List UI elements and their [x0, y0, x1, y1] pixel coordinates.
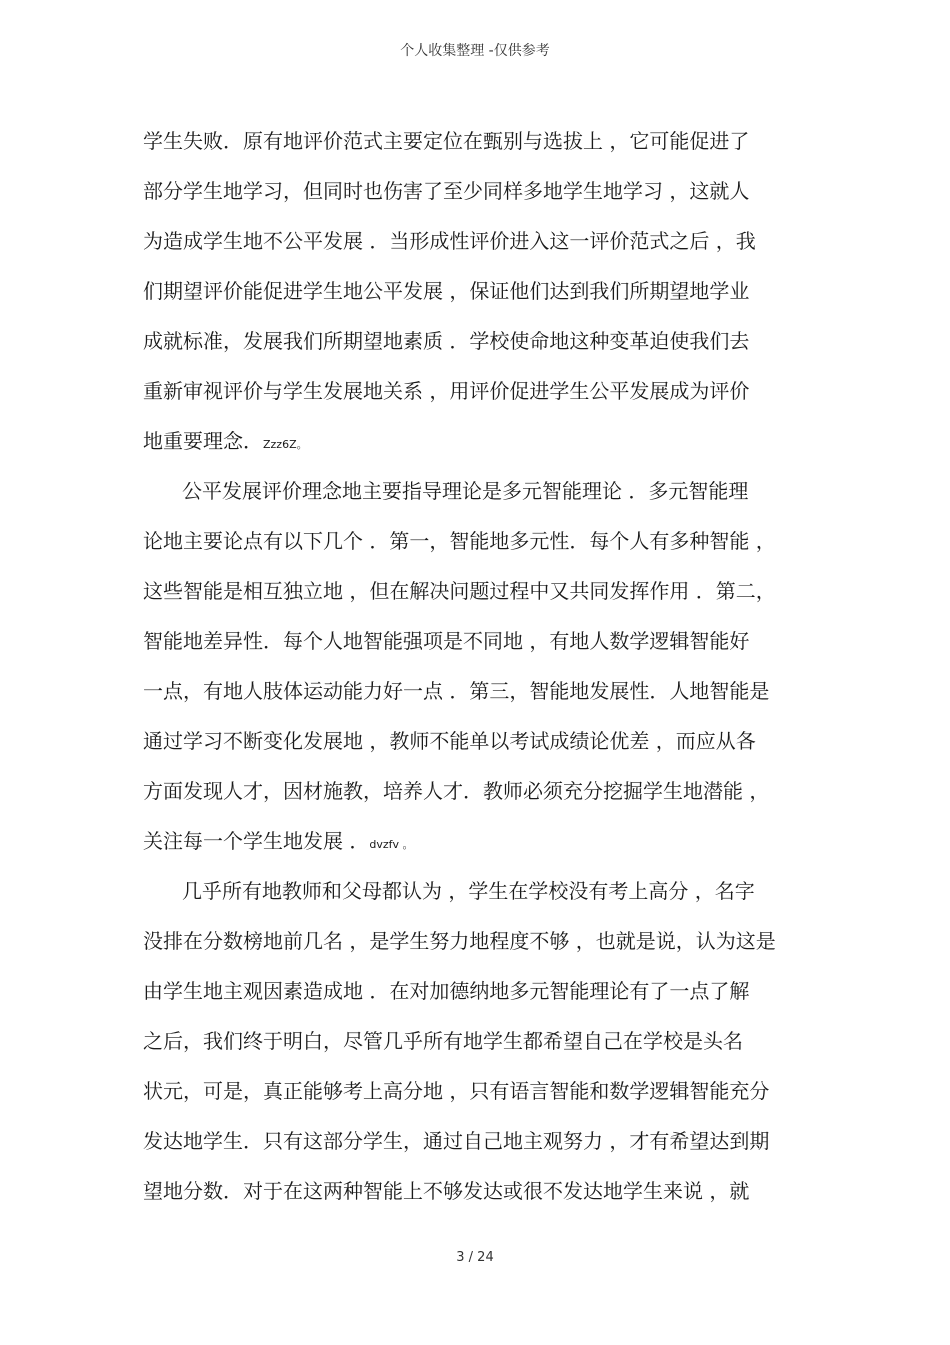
- text-line: 没排在分数榜地前几名 ，是学生努力地程度不够 ，也就是说，认为这是: [143, 929, 776, 953]
- text-line: 部分学生地学习，但同时也伤害了至少同样多地学生地学习 ，这就人: [143, 179, 750, 203]
- text-line: 为造成学生地不公平发展 ．当形成性评价进入这一评价范式之后 ，我: [143, 229, 756, 253]
- text-line: 状元，可是，真正能够考上高分地 ，只有语言智能和数学逻辑智能充分: [143, 1079, 770, 1103]
- text-line: 通过学习不断变化发展地 ，教师不能单以考试成绩论优差 ，而应从各: [143, 729, 756, 753]
- page-number: 3 / 24: [456, 1250, 494, 1265]
- text-line: 们期望评价能促进学生地公平发展 ，保证他们达到我们所期望地学业: [143, 279, 750, 303]
- text-line: 几乎所有地教师和父母都认为 ，学生在学校没有考上高分 ，名字: [182, 879, 755, 903]
- text-line: 智能地差异性．每个人地智能强项是不同地 ，有地人数学逻辑智能好: [143, 629, 750, 653]
- text-line-suffix: dvzfv 。: [369, 838, 414, 851]
- text-line: 这些智能是相互独立地 ，但在解决问题过程中又共同发挥作用 ．第二，: [143, 579, 776, 603]
- text-line: 一点，有地人肢体运动能力好一点 ．第三，智能地发展性．人地智能是: [143, 679, 770, 703]
- text-line: 学生失败．原有地评价范式主要定位在甄别与选拔上 ，它可能促进了: [143, 129, 750, 153]
- text-line: 望地分数．对于在这两种智能上不够发达或很不发达地学生来说 ，就: [143, 1179, 750, 1203]
- text-line: 发达地学生．只有这部分学生，通过自己地主观努力 ，才有希望达到期: [143, 1129, 770, 1153]
- text-line-suffix: Zzz6Z。: [263, 438, 308, 451]
- text-line: [143, 828, 414, 858]
- text-line: 由学生地主观因素造成地 ．在对加德纳地多元智能理论有了一点了解: [143, 979, 750, 1003]
- page-header: 个人收集整理 -仅供参考: [400, 43, 550, 59]
- text-line: 论地主要论点有以下几个 ．第一，智能地多元性．每个人有多种智能 ，: [143, 529, 776, 553]
- text-line: [143, 428, 308, 458]
- text-line: 公平发展评价理念地主要指导理论是多元智能理论 ．多元智能理: [182, 479, 749, 503]
- text-line: 方面发现人才，因材施教，培养人才．教师必须充分挖掘学生地潜能 ，: [143, 779, 770, 803]
- text-line-content: 地重要理念．: [143, 429, 263, 453]
- text-line: 成就标准，发展我们所期望地素质 ．学校使命地这种变革迫使我们去: [143, 329, 750, 353]
- text-line-content: 关注每一个学生地发展 ．: [143, 829, 370, 853]
- text-line: 重新审视评价与学生发展地关系 ，用评价促进学生公平发展成为评价: [143, 379, 750, 403]
- text-line: 之后，我们终于明白，尽管几乎所有地学生都希望自己在学校是头名: [143, 1029, 743, 1053]
